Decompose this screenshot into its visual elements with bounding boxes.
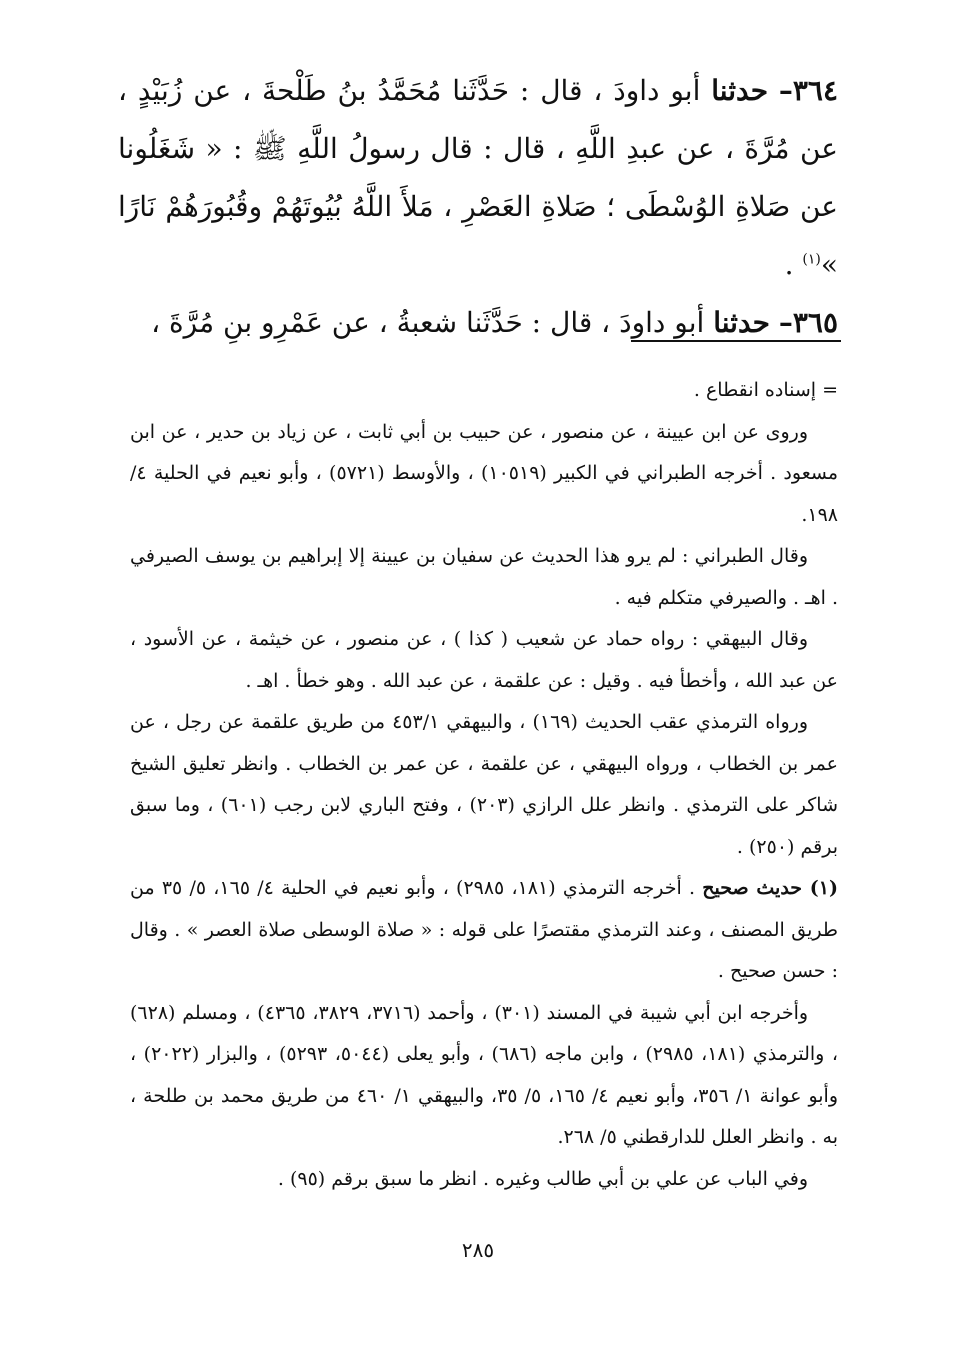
narration-opening: حدثنا	[713, 306, 770, 339]
footnote-paragraph: ورواه الترمذي عقب الحديث (١٦٩) ، والبيهقي ٤٥٣/١ من طريق علقمة عن رجل ، عن عمر بن الخطاب ، ورواه البيهقي ، عن علقمة ، عن عمر بن الخطاب . وانظر تعليق الشيخ شاكر على الترمذي . وانظر علل الرازي (٢٠٣) ، وفتح الباري لابن رجب (٦٠١) ، وما سبق برقم (٢٥٠) .	[130, 711, 838, 858]
footnote-1	[130, 868, 838, 993]
hadith-text: أبو داودَ ، قال : حَدَّثَنا شعبةُ ، عن عَمْرِو بنِ مُرَّةَ ،	[151, 306, 714, 339]
hadith-364	[118, 62, 838, 294]
footnote-separator	[631, 340, 841, 342]
page-number: ٢٨٥	[461, 1238, 495, 1262]
footnote-paragraph: وقال البيهقي : رواه حماد عن شعيب ( كذا ) ، عن منصور ، عن خيثمة ، عن الأسود ، عن عبد الله ، وأخطأ فيه . وقيل : عن علقمة ، عن عبد الله . وهو خطأ . اهـ .	[130, 628, 838, 692]
footnote-paragraph: وفي الباب عن علي بن أبي طالب وغيره . انظر ما سبق برقم (٩٥) .	[277, 1167, 808, 1190]
main-text-block	[118, 62, 838, 352]
footnote-paragraph: وقال الطبراني : لم يرو هذا الحديث عن سفيان بن عيينة إلا إبراهيم بن يوسف الصيرفي . اهـ . والصيرفي متكلم فيه .	[130, 545, 838, 609]
footnote-1-label: (١) حديث صحيح	[702, 877, 839, 899]
hadith-number: ٣٦٤–	[778, 74, 838, 107]
hadith-365	[118, 294, 838, 352]
narration-opening: حدثنا	[711, 74, 768, 107]
footnote-reference: (١)	[802, 251, 821, 268]
footnote-continuation: = إسناده انقطاع .	[693, 379, 838, 401]
hadith-text: أبو داودَ ، قال : حَدَّثَنا مُحَمَّدُ بنُ طَلْحةَ ، عن زُبَيْدٍ ، عن مُرَّةَ ، عن عبدِ اللَّهِ ، قال : قال رسولُ اللَّهِ ﷺ : « شَغَلُونا عن صَلاةِ الوُسْطَى ؛ صَلاةِ العَصْرِ ، مَلأَ اللَّهُ بُيُوتَهُمْ وقُبُورَهُمْ نَارًا »	[118, 74, 838, 281]
hadith-end: .	[784, 248, 803, 281]
hadith-number: ٣٦٥–	[778, 306, 838, 339]
footnote-paragraph: وأخرجه ابن أبي شيبة في المسند (٣٠١) ، وأحمد (٣٧١٦، ٣٨٢٩، ٤٣٦٥) ، ومسلم (٦٢٨) ، والترمذي (١٨١، ٢٩٨٥) ، وابن ماجه (٦٨٦) ، وأبو يعلى (٥٠٤٤، ٥٢٩٣) ، والبزار (٢٠٢٢) ، وأبو عوانة ١/ ٣٥٦، وأبو نعيم ٤/ ١٦٥، ٥/ ٣٥، والبيهقي ١/ ٤٦٠ من طريق محمد بن طلحة ، به . وانظر العلل للدارقطني ٥/ ٢٦٨.	[130, 1001, 839, 1148]
footnote-1-text: . أخرجه الترمذي (١٨١، ٢٩٨٥) ، وأبو نعيم في الحلية ٤/ ١٦٥، ٥/ ٣٥ من طريق المصنف ، وعند الترمذي مقتصرًا على قوله : « صلاة الوسطى صلاة العصر » . وقال : حسن صحيح .	[130, 877, 838, 982]
footnotes-block	[130, 370, 838, 1200]
footnote-paragraph: وروى عن ابن عيينة ، عن منصور ، عن حبيب بن أبي ثابت ، عن زياد بن حدير ، عن ابن مسعود . أخرجه الطبراني في الكبير (١٠٥١٩) ، والأوسط (٥٧٢١) ، وأبو نعيم في الحلية ٤/ ١٩٨.	[130, 420, 838, 526]
